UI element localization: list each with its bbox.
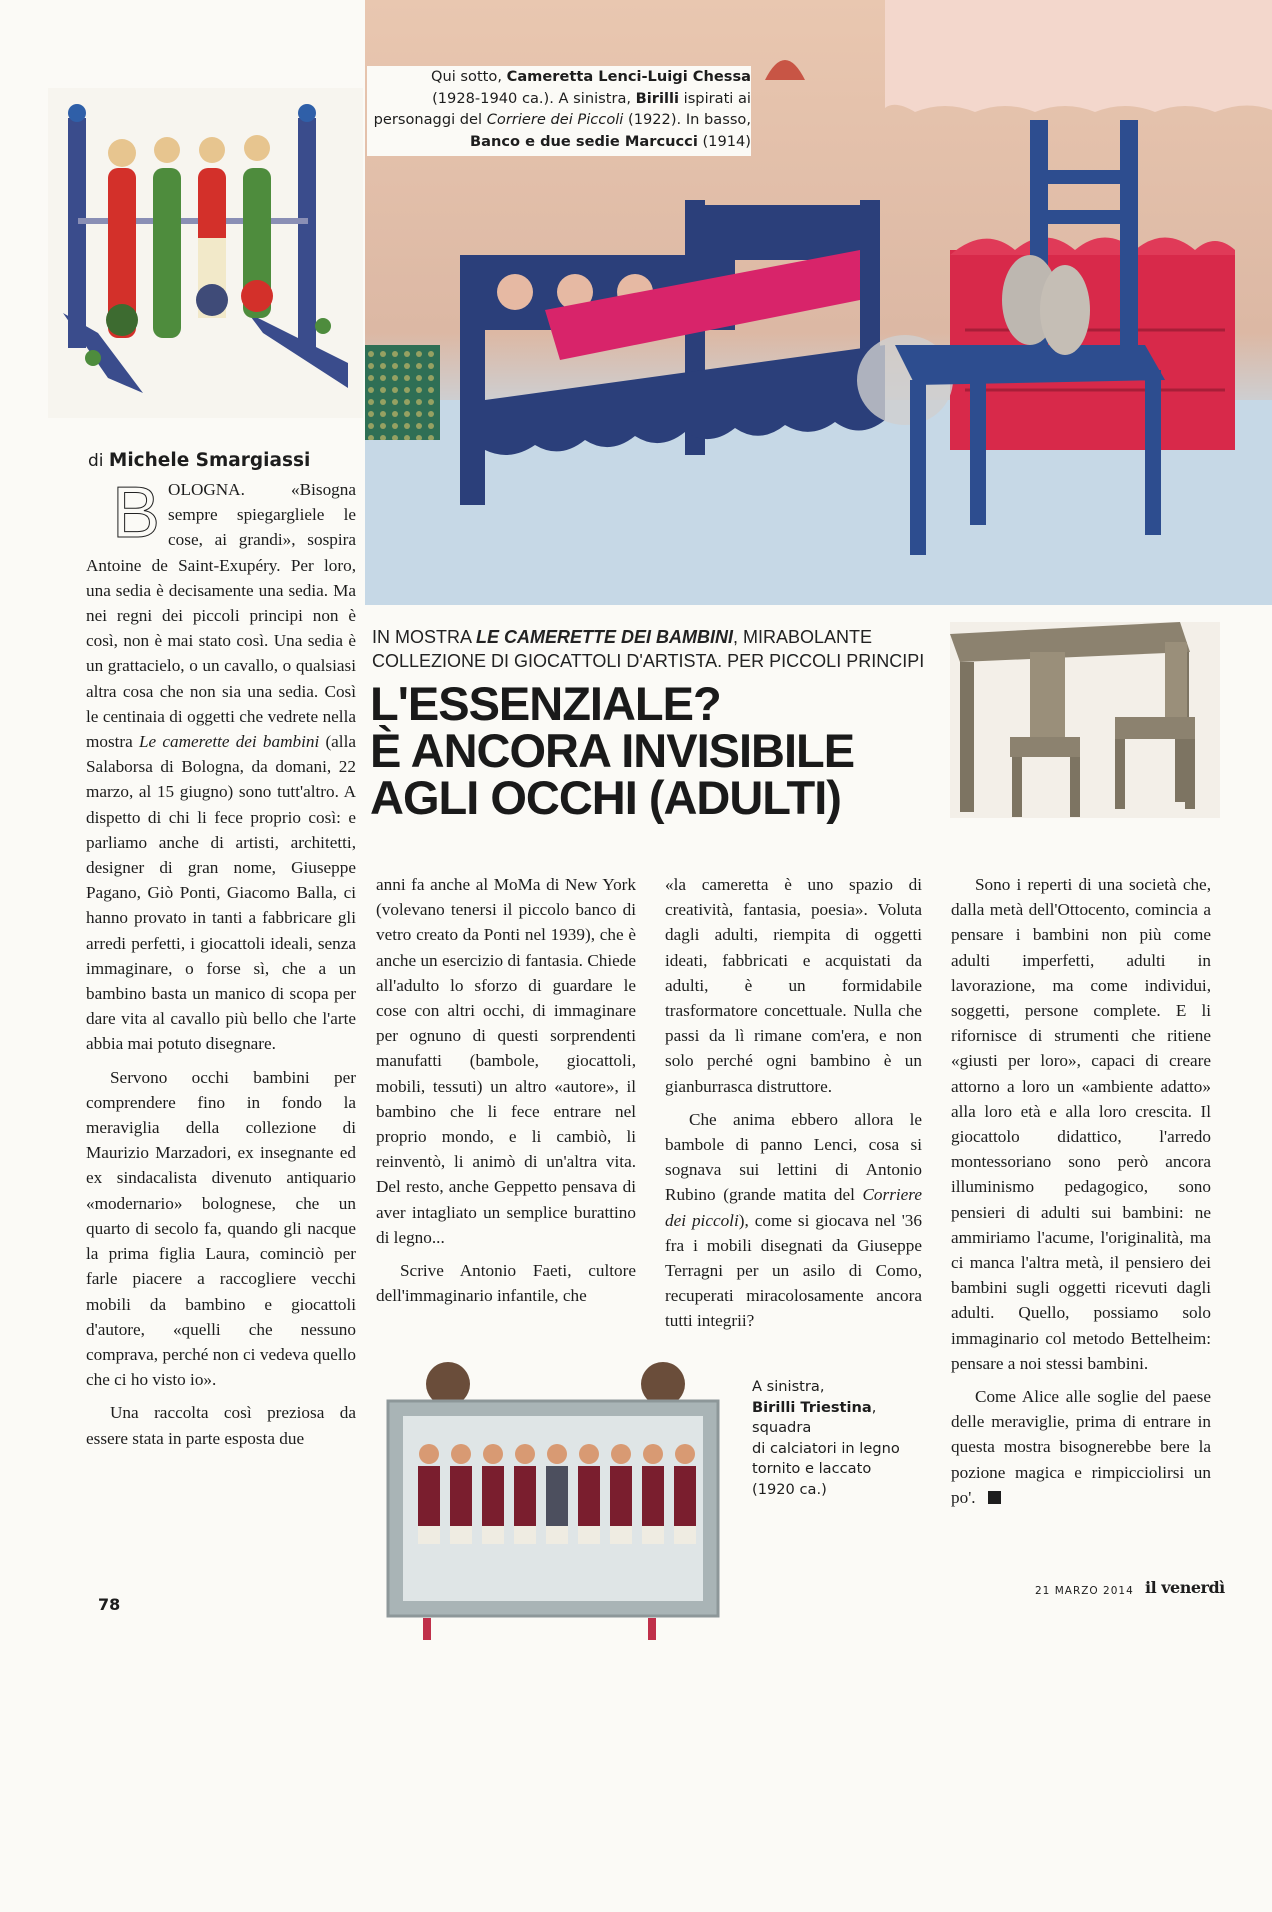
col4-paragraph-1: Sono i reperti di una società che, dalla metà dell'Ottocento, comincia a pensare i bambini non più come adulti imperfetti, adulti in lavorazione, ma come individui, soggetti, persone complete. E li rifornisce di strumenti che ritiene «giusti per loro», capaci di creare attorno a loro un «ambiente adatto» alla loro età e alla loro crescita. Il giocattolo didattico, l'arredo montessoriano sono però ancora illuminismo pedagogico, sono pensieri di adulti sui bambini: ne ammiriamo l'acume, l'originalità, ma ci manca l'altra metà, il pensiero dei bambini sugli oggetti ricevuti dagli adulti. Quello, possiamo solo immaginario col metodo Bettelheim: pensare a noi stessi bambini. xyxy=(951,875,1211,1373)
col1-paragraph-3: Una raccolta così preziosa da essere stata in parte esposta due xyxy=(86,1403,356,1448)
calciatori-illustration xyxy=(383,1356,723,1646)
magazine-logo: il venerdì xyxy=(1145,1578,1225,1597)
birilli-illustration xyxy=(48,88,363,418)
issue-date: 21 MARZO 2014 xyxy=(1035,1585,1134,1597)
col1-paragraph-2: Servono occhi bambini per comprendere fino in fondo la meraviglia della collezione di Maurizio Marzadori, ex insegnante ed ex sindacalista divenuto antiquario «modernario» bolognese, che un quarto di secolo fa, quando gli nacque la prima figlia Laura, cominciò per farle piacere a raccogliere vecchi mobili da bambino e giocattoli d'autore, «quelli che nessuno comprava, perché non ci vedeva quello che ci ho visto io». xyxy=(86,1067,356,1390)
headline: L'ESSENZIALE? È ANCORA INVISIBILE AGLI OCCHI (ADULTI) xyxy=(370,677,855,824)
byline: di Michele Smargiassi xyxy=(88,450,311,471)
article-column-3: «la cameretta è uno spazio di creatività, fantasia, poesia». Voluta dagli adulti, riempita di oggetti ideati, fabbricati e acquistati da adulti, è un formidabile trasformatore concettuale. Nulla che passi da lì rimane com'era, e non solo perché ogni bambino è un gianburrasca distruttore. Che anima ebbero allora le bambole di panno Lenci, cosa si sognava sui lettini di Antonio Rubino (grande matita del Corriere dei piccoli), come si giocava nel '36 fra i mobili disegnati da Giuseppe Terragni per un asilo di Como, recuperati miracolosamente ancora tutti integrii? xyxy=(665,872,922,1342)
page-number: 78 xyxy=(98,1595,121,1614)
end-mark-icon xyxy=(988,1491,1001,1504)
photo-birilli-triestina xyxy=(383,1682,723,1912)
desk-illustration xyxy=(950,622,1220,818)
drop-cap: B xyxy=(112,473,161,553)
kicker: IN MOSTRA LE CAMERETTE DEI BAMBINI, MIRABOLANTE COLLEZIONE DI GIOCATTOLI D'ARTISTA. PER PICCOLI PRINCIPI xyxy=(372,627,925,671)
article-column-2 xyxy=(376,872,636,1316)
col3-paragraph-1: «la cameretta è uno spazio di creatività, fantasia, poesia». Voluta dagli adulti, riempita di oggetti ideati, fabbricati e acquistati da adulti, è un formidabile trasformatore concettuale. Nulla che passi da lì rimane com'era, e non solo perché ogni bambino è un gianburrasca distruttore. xyxy=(665,875,922,1096)
author-name: Michele Smargiassi xyxy=(108,450,311,471)
birilli-triestina-image xyxy=(383,1356,723,1646)
photo-banco-marcucci xyxy=(950,622,1220,818)
photo-caption-bottom: A sinistra, Birilli Triestina, squadra di calciatori in legno tornito e laccato (1920 ca.) xyxy=(752,1378,900,1498)
photo-caption-top: Qui sotto, Cameretta Lenci-Luigi Chessa (1928-1940 ca.). A sinistra, Birilli ispirati ai personaggi del Corriere dei Piccoli (1922). In basso, Banco e due sedie Marcucci (1914) xyxy=(367,66,751,156)
article-column-4: Sono i reperti di una società che, dalla metà dell'Ottocento, comincia a pensare i bambini non più come adulti imperfetti, adulti in lavorazione, ma come individui, soggetti, persone complete. E li rifornisce di strumenti che ritiene «giusti per loro», capaci di creare attorno a loro un «ambiente adatto» alla loro età e alla loro crescita. Il giocattolo didattico, l'arredo montessoriano sono però ancora illuminismo pedagogico, sono pensieri di adulti sui bambini: ne ammiriamo l'acume, l'originalità, ma ci manca l'altra metà, il pensiero dei bambini sugli oggetti ricevuti dagli adulti. Quello, possiamo solo immaginario col metodo Bettelheim: pensare a noi stessi bambini. Come Alice alle soglie del paese delle meraviglie, prima di entrare in questa mostra bisognerebbe bere la pozione magica e rimpicciolirsi un po'. xyxy=(951,872,1211,1518)
article-column-1: BOLOGNA. «Bisogna sempre spiegargliele le cose, ai grandi», sospira Antoine de Saint-Exupéry. Per loro, una sedia è decisamente una sedia. Ma nei regni dei piccoli principi non è così, non è mai stato così. Una sedia è un grattacielo, o un cavallo, o qualsiasi altra cosa che non sia una sedia. Così le centinaia di oggetti che vedrete nella mostra Le camerette dei bambini (alla Salaborsa di Bologna, da domani, 22 marzo, al 15 giugno) sono tutt'altro. A dispetto di chi li fece proprio così: e parliamo anche di artisti, architetti, designer di gran nome, Giuseppe Pagano, Giò Ponti, Giacomo Balla, ci hanno provato in tanti a fabbricare gli arredi perfetti, i giocattoli ideali, senza immaginare, o forse sì, che a un bambino basta un manico di scopa per dare vita al cavallo più bello che l'arte abbia mai potuto disegnare. Servono occhi bambini per comprendere fino in fondo la meraviglia della collezione di Maurizio Marzadori, ex insegnante ed ex sindacalista divenuto antiquario «modernario» bolognese, che un quarto di secolo fa, quando gli nacque la prima figlia Laura, cominciò per farle piacere a raccogliere vecchi mobili da bambino e giocattoli d'autore, «quelli che nessuno comprava, perché non ci vedeva quello che ci ho visto io». Una raccolta così preziosa da essere stata in parte esposta due xyxy=(86,477,356,1459)
col2-paragraph-2: Scrive Antonio Faeti, cultore dell'immaginario infantile, che xyxy=(376,1261,636,1306)
col2-paragraph-1: anni fa anche al MoMa di New York (volevano tenersi il piccolo banco di vetro creato da Ponti nel 1939), che è anche un esercizio di fantasia. Chiede all'adulto lo sforzo di guardare le cose con altri occhi, di immaginare per ognuno di questi sorprendenti manufatti (bambole, giocattoli, mobili, tessuti) un altro «autore», il bambino che li fece entrare nel proprio mondo, e li cambiò, li reinventò, li animò di un'altra vita. Del resto, anche Geppetto pensava di aver intagliato un semplice burattino di legno... xyxy=(376,875,636,1247)
photo-birilli xyxy=(48,88,363,418)
